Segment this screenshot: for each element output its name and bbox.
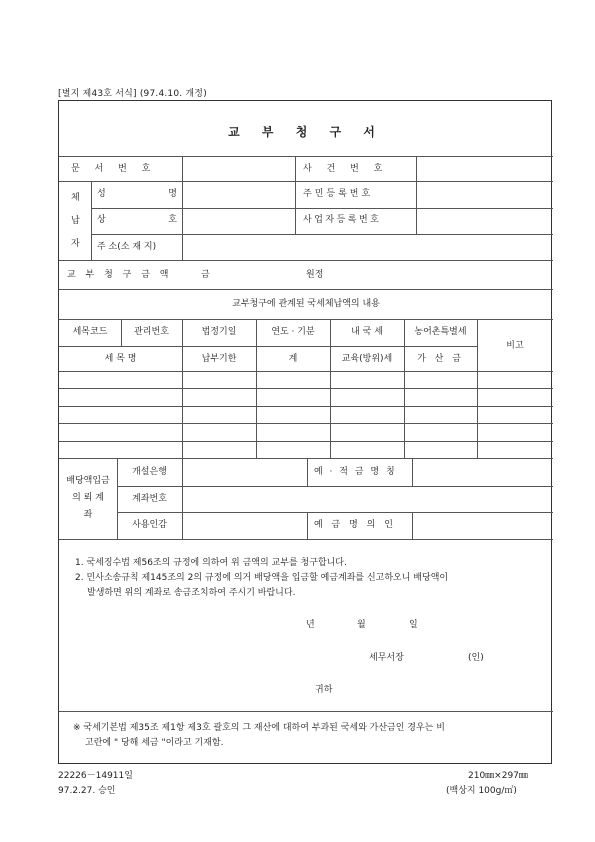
tax-name-header: 세 목 명 bbox=[104, 354, 137, 364]
trade-name-label: 상 호 bbox=[97, 215, 177, 225]
date-month: 월 bbox=[357, 620, 366, 630]
resident-number-label: 주민등록번호 bbox=[303, 189, 374, 199]
deposit-type-label: 예 · 적 금 명 칭 bbox=[314, 467, 397, 477]
account-group-line-2: 의 뢰 계 bbox=[72, 493, 104, 503]
business-number-label: 사업자등록번호 bbox=[303, 215, 382, 225]
form-label: [별지 제43호 서식] (97.4.10. 개정) bbox=[58, 89, 207, 99]
account-number-label: 계좌번호 bbox=[132, 494, 167, 504]
form-frame bbox=[58, 100, 552, 764]
amount-suffix: 원정 bbox=[306, 270, 324, 280]
form-code: 22226－14911일 bbox=[58, 771, 133, 781]
paper-type: (백상지 100g/㎡) bbox=[446, 786, 517, 796]
claim-amount-label: 교 부 청 구 금 액 bbox=[67, 270, 172, 280]
year-period-header: 연도 · 기분 bbox=[271, 327, 315, 337]
footnote-line-2: 고란에 " 당해 세금 "이라고 기재함. bbox=[85, 738, 224, 748]
approval-date: 97.2.27. 승인 bbox=[58, 786, 116, 796]
footnote-line-1: ※ 국세기본법 제35조 제1항 제3호 괄호의 그 재산에 대하여 부과된 국세와 가산금인 경우는 비 bbox=[73, 723, 445, 733]
taxpayer-char-1: 체 bbox=[71, 193, 80, 203]
tax-office-label: 세무서장 bbox=[369, 653, 404, 663]
statement-2: 2. 민사소송규칙 제145조의 2의 규정에 의거 배당액을 입금할 예금계좌를 신고하오니 배당액이 bbox=[75, 573, 449, 583]
seal-label: 사용인감 bbox=[132, 520, 167, 530]
tax-section-title: 교부청구에 관계된 국세체납액의 내용 bbox=[232, 299, 380, 309]
address-label: 주 소(소 재 지) bbox=[97, 242, 157, 252]
name-label: 성 명 bbox=[97, 189, 177, 199]
due-date-header: 납부기한 bbox=[201, 354, 237, 364]
rural-tax-header: 농어촌특별세 bbox=[414, 327, 467, 337]
account-group-line-3: 좌 bbox=[83, 510, 93, 520]
seal-mark: (인) bbox=[468, 653, 484, 663]
opening-bank-label: 개설은행 bbox=[132, 467, 167, 477]
paper-size: 210㎜×297㎜ bbox=[468, 771, 528, 781]
taxpayer-char-2: 납 bbox=[71, 216, 80, 226]
penalty-header: 가 산 금 bbox=[417, 354, 464, 364]
date-day: 일 bbox=[409, 620, 418, 630]
date-year: 년 bbox=[306, 620, 315, 630]
remarks-header: 비고 bbox=[506, 341, 524, 351]
statement-1: 1. 국세징수법 제56조의 규정에 의하여 위 금액의 교부를 청구합니다. bbox=[75, 558, 347, 568]
case-number-label: 사 건 번 호 bbox=[303, 164, 389, 174]
statement-2-cont: 발생하면 위의 계좌로 송금조치하여 주시기 바랍니다. bbox=[87, 588, 296, 598]
form-title: 교 부 청 구 서 bbox=[228, 125, 384, 139]
recipient-label: 귀하 bbox=[315, 685, 333, 695]
taxpayer-char-3: 자 bbox=[71, 239, 80, 249]
total-header: 계 bbox=[288, 354, 298, 364]
amount-prefix: 금 bbox=[201, 270, 210, 280]
account-group-line-1: 배당액입금 bbox=[66, 476, 110, 486]
legal-date-header: 법정기일 bbox=[201, 327, 237, 337]
depositor-label: 예 금 명 의 인 bbox=[314, 520, 396, 530]
tax-code-header: 세목코드 bbox=[72, 327, 108, 337]
doc-number-label: 문 서 번 호 bbox=[71, 164, 157, 174]
management-number-header: 관리번호 bbox=[134, 327, 169, 337]
internal-tax-header: 내 국 세 bbox=[351, 327, 383, 337]
education-tax-header: 교육(방위)세 bbox=[341, 354, 393, 364]
